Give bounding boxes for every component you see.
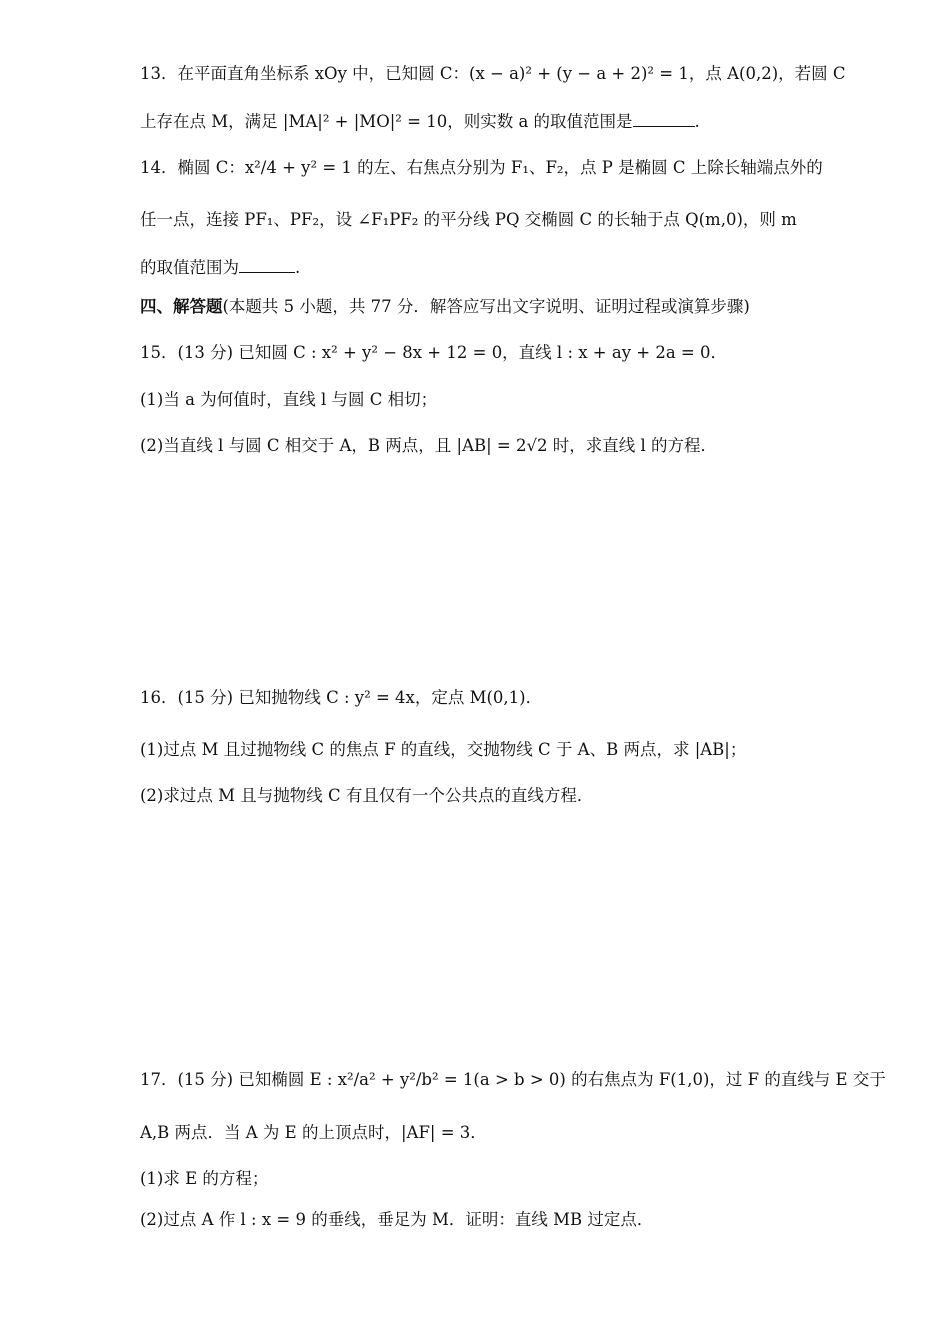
q15-part-2: (2)当直线 l 与圆 C 相交于 A，B 两点，且 |AB| = 2√2 时，求直线 l 的方程． (140, 436, 718, 455)
q14-line-3-end: . (295, 258, 301, 277)
q16-stem: 16．(15 分) 已知抛物线 C : y² = 4x，定点 M(0,1)． (140, 688, 543, 707)
q16-part-1: (1)过点 M 且过抛物线 C 的焦点 F 的直线，交抛物线 C 于 A、B 两点，求 |AB|； (140, 740, 747, 759)
q14-line-3 (140, 256, 300, 280)
q13-line-2-end: . (694, 112, 700, 131)
q17-part-1: (1)求 E 的方程； (140, 1169, 269, 1188)
q16-part-2: (2)求过点 M 且与抛物线 C 有且仅有一个公共点的直线方程． (140, 786, 594, 805)
q14-line-3-text: 的取值范围为 (140, 258, 239, 277)
section-4-title: 四、解答题 (140, 297, 223, 316)
section-4-desc: (本题共 5 小题，共 77 分．解答应写出文字说明、证明过程或演算步骤) (222, 297, 750, 316)
q13-line-1: 13．在平面直角坐标系 xOy 中，已知圆 C：(x − a)² + (y − a + 2)² = 1，点 A(0,2)，若圆 C (140, 64, 846, 83)
q14-line-2: 任一点，连接 PF₁、PF₂，设 ∠F₁PF₂ 的平分线 PQ 交椭圆 C 的长轴于点 Q(m,0)，则 m (140, 210, 797, 229)
q13-line-2 (140, 110, 700, 134)
q13-line-2-text: 上存在点 M，满足 |MA|² + |MO|² = 10，则实数 a 的取值范围是 (140, 112, 633, 131)
q15-stem: 15．(13 分) 已知圆 C : x² + y² − 8x + 12 = 0，直线 l : x + ay + 2a = 0． (140, 343, 727, 362)
q17-stem-line-2: A,B 两点．当 A 为 E 的上顶点时，|AF| = 3． (140, 1123, 487, 1142)
q17-stem-line-1: 17．(15 分) 已知椭圆 E : x²/a² + y²/b² = 1(a > b > 0) 的右焦点为 F(1,0)，过 F 的直线与 E 交于 (140, 1070, 886, 1089)
answer-blank (633, 110, 695, 127)
q17-part-2: (2)过点 A 作 l : x = 9 的垂线，垂足为 M．证明：直线 MB 过定点． (140, 1210, 654, 1229)
answer-blank (239, 256, 295, 273)
q15-part-1: (1)当 a 为何值时，直线 l 与圆 C 相切； (140, 390, 438, 409)
section-4-header (140, 295, 750, 319)
q14-line-1: 14．椭圆 C：x²/4 + y² = 1 的左、右焦点分别为 F₁、F₂，点 P 是椭圆 C 上除长轴端点外的 (140, 158, 823, 177)
